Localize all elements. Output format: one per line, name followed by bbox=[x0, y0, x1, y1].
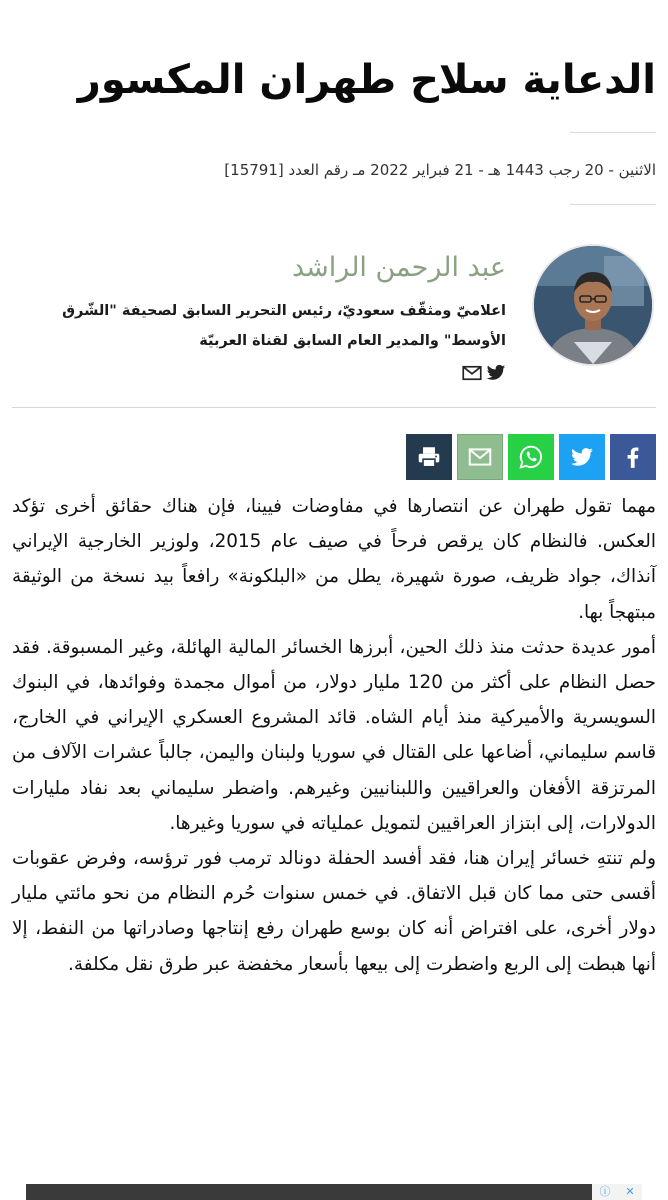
title-divider bbox=[570, 132, 656, 133]
author-twitter-icon[interactable] bbox=[486, 364, 506, 382]
twitter-icon bbox=[569, 444, 595, 470]
share-bar bbox=[406, 434, 656, 480]
facebook-icon bbox=[620, 444, 646, 470]
article-paragraph: مهما تقول طهران عن انتصارها في مفاوضات فيينا، فإن هناك حقائق أخرى تؤكد العكس. فالنظام كان يرقص فرحاً في صيف عام 2015، ولوزير الخارجية الإيراني آنذاك، جواد ظريف، صورة شهيرة، يطل من «البلكونة» رافعاً بيد نسخة من الوثيقة مبتهجاً بها. bbox=[12, 496, 656, 623]
share-print-button[interactable] bbox=[406, 434, 452, 480]
share-email-button[interactable] bbox=[457, 434, 503, 480]
whatsapp-icon bbox=[518, 444, 544, 470]
print-icon bbox=[416, 444, 442, 470]
author-social-links bbox=[426, 362, 506, 384]
author-divider bbox=[12, 407, 656, 408]
share-twitter-button[interactable] bbox=[559, 434, 605, 480]
article-paragraph: ولم تنتهِ خسائر إيران هنا، فقد أفسد الحفلة دونالد ترمب فور ترؤسه، وفرض عقوبات أقسى حتى مما كان قبل الاتفاق. في خمس سنوات حُرم النظام من نحو مائتي مليار دولار أخرى، على افتراض أنه كان بوسع طهران رفع إنتاجها وصادراتها من النفط، إلا أنها هبطت إلى الربع واضطرت إلى بيعها بأسعار مخفضة عبر طرق نقل مكلفة. bbox=[12, 848, 656, 975]
article-title: الدعاية سلاح طهران المكسور bbox=[77, 57, 656, 103]
email-icon bbox=[467, 444, 493, 470]
article-paragraph: أمور عديدة حدثت منذ ذلك الحين، أبرزها الخسائر المالية الهائلة، وغير المسبوقة. فقد حصل النظام على أكثر من 120 مليار دولار، من أموال مجمدة وفوائدها، في البنوك السويسرية والأميركية منذ أيام الشاه. قائد المشروع العسكري الإيراني في الخارج، قاسم سليماني، أضاعها على القتال في سوريا ولبنان واليمن، جالباً عشرات الآلاف من المرتزقة الأفغان والعراقيين واللبنانيين وغيرهم. واضطر سليماني بعد نفاد مليارات الدولارات، إلى ابتزاز العراقيين لتمويل عملياته في سوريا وغيرها. bbox=[12, 636, 656, 834]
article-body bbox=[12, 489, 656, 982]
ad-banner[interactable] bbox=[26, 1184, 642, 1200]
share-facebook-button[interactable] bbox=[610, 434, 656, 480]
author-avatar[interactable] bbox=[532, 244, 654, 366]
author-photo-icon bbox=[534, 246, 652, 364]
ad-close-icon[interactable]: ✕ bbox=[625, 1185, 635, 1198]
article-dateline: الاثنين - 20 رجب 1443 هـ - 21 فبراير 2022 مـ رقم العدد [15791] bbox=[224, 161, 656, 179]
ad-info-icon[interactable]: ⓘ bbox=[599, 1185, 611, 1198]
author-name[interactable]: عبد الرحمن الراشد bbox=[292, 252, 506, 283]
author-bio: اعلاميّ ومثقّف سعوديّ، رئيس التحرير السابق لصحيفة "الشّرق الأوسط" والمدير العام السابق لقناة العربيّة bbox=[62, 303, 506, 349]
author-email-icon[interactable] bbox=[462, 364, 482, 382]
dateline-divider bbox=[570, 204, 656, 205]
ad-controls bbox=[592, 1184, 642, 1200]
share-whatsapp-button[interactable] bbox=[508, 434, 554, 480]
